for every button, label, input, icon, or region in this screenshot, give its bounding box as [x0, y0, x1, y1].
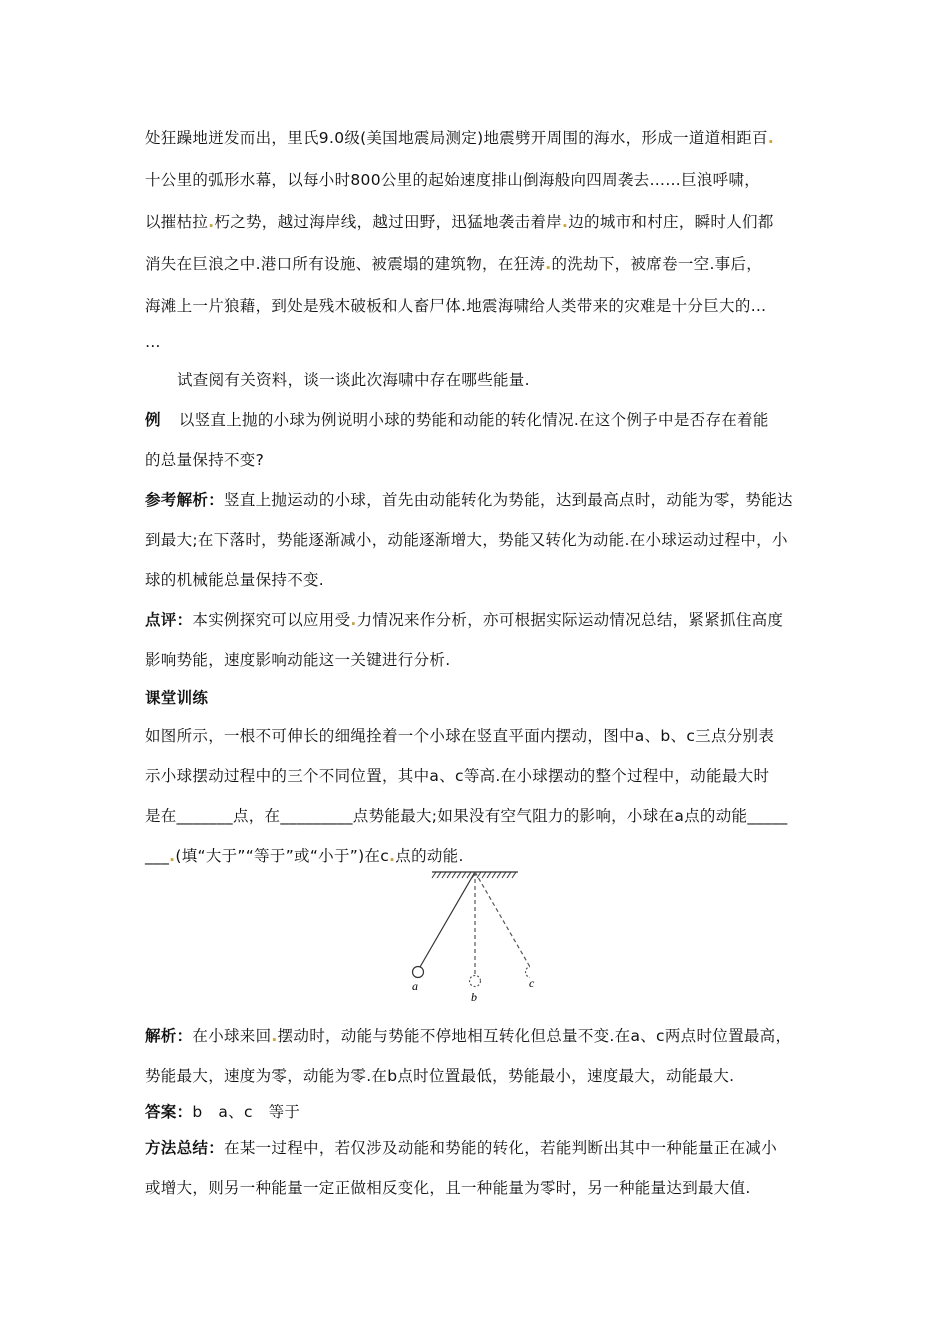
- string-c: [475, 872, 530, 967]
- passage-line-1: 处狂躁地迸发而出，里氏9.0级(美国地震局测定)地震劈开周围的海水，形成一道道相距百.: [145, 129, 775, 147]
- reference-line-2: 到最大;在下落时，势能逐渐减小，动能逐渐增大，势能又转化为动能.在小球运动过程中，小: [145, 531, 788, 549]
- comment-label: 点评：: [145, 611, 193, 629]
- ball-a: [413, 967, 424, 978]
- analysis-label: 解析：: [145, 1027, 193, 1045]
- pendulum-label-c: [525, 973, 555, 1003]
- exercise-line-2: 示小球摆动过程中的三个不同位置，其中a、c等高.在小球摆动的整个过程中，动能最大时: [145, 767, 770, 785]
- exercise-line-1: 如图所示，一根不可伸长的细绳拴着一个小球在竖直平面内摆动，图中a、b、c三点分别表: [145, 727, 775, 745]
- section-title: 课堂训练: [145, 689, 209, 707]
- ball-b: [470, 976, 481, 987]
- passage-line-2: 十公里的弧形水幕，以每小时800公里的起始速度排山倒海般向四周袭去……巨浪呼啸，: [145, 171, 761, 189]
- exercise-line-4: ___.(填“大于”“等于”或“小于”)在c.点的动能.: [145, 847, 464, 865]
- method-line-1: 方法总结：在某一过程中，若仅涉及动能和势能的转化，若能判断出其中一种能量正在减小: [145, 1139, 778, 1157]
- pendulum-figure: [400, 868, 530, 1003]
- label-c: c: [529, 976, 535, 990]
- label-b: b: [471, 990, 477, 1003]
- passage-line-3: 以摧枯拉.朽之势，越过海岸线，越过田野，迅猛地袭击着岸.边的城市和村庄，瞬时人们都: [145, 213, 774, 231]
- reference-line-1: 参考解析：竖直上抛运动的小球，首先由动能转化为势能，达到最高点时，动能为零，势能达: [145, 491, 793, 509]
- example-line-1: 例 以竖直上抛的小球为例说明小球的势能和动能的转化情况.在这个例子中是否存在着能: [145, 411, 769, 429]
- passage-line-4: 消失在巨浪之中.港口所有设施、被震塌的建筑物，在狂涛.的洗劫下，被席卷一空.事后，: [145, 255, 763, 273]
- answer-line: 答案：b a、c 等于: [145, 1103, 301, 1121]
- passage-line-5: 海滩上一片狼藉，到处是残木破板和人畜尸体.地震海啸给人类带来的灾难是十分巨大的…: [145, 297, 767, 315]
- reference-line-3: 球的机械能总量保持不变.: [145, 571, 325, 589]
- reference-label: 参考解析：: [145, 491, 225, 509]
- passage-line-6: …: [145, 333, 161, 351]
- label-a: a: [412, 979, 418, 993]
- comment-line-2: 影响势能，速度影响动能这一关键进行分析.: [145, 651, 451, 669]
- string-a: [420, 872, 475, 967]
- example-line-2: 的总量保持不变?: [145, 451, 265, 469]
- exercise-line-3: 是在_______点，在_________点势能最大;如果没有空气阻力的影响，小球在a点的动能_____: [145, 807, 788, 825]
- method-line-2: 或增大，则另一种能量一定正做相反变化，且一种能量为零时，另一种能量达到最大值.: [145, 1179, 751, 1197]
- analysis-line-1: 解析：在小球来回.摆动时，动能与势能不停地相互转化但总量不变.在a、c两点时位置最高，: [145, 1027, 792, 1045]
- comment-line-1: 点评：本实例探究可以应用受.力情况来作分析，亦可根据实际运动情况总结，紧紧抓住高度: [145, 611, 784, 629]
- passage-question: 试查阅有关资料，谈一谈此次海啸中存在哪些能量.: [177, 371, 530, 389]
- example-label: 例: [145, 411, 161, 429]
- analysis-line-2: 势能最大，速度为零，动能为零.在b点时位置最低，势能最小，速度最大，动能最大.: [145, 1067, 735, 1085]
- answer-label: 答案：: [145, 1103, 193, 1121]
- method-label: 方法总结：: [145, 1139, 225, 1157]
